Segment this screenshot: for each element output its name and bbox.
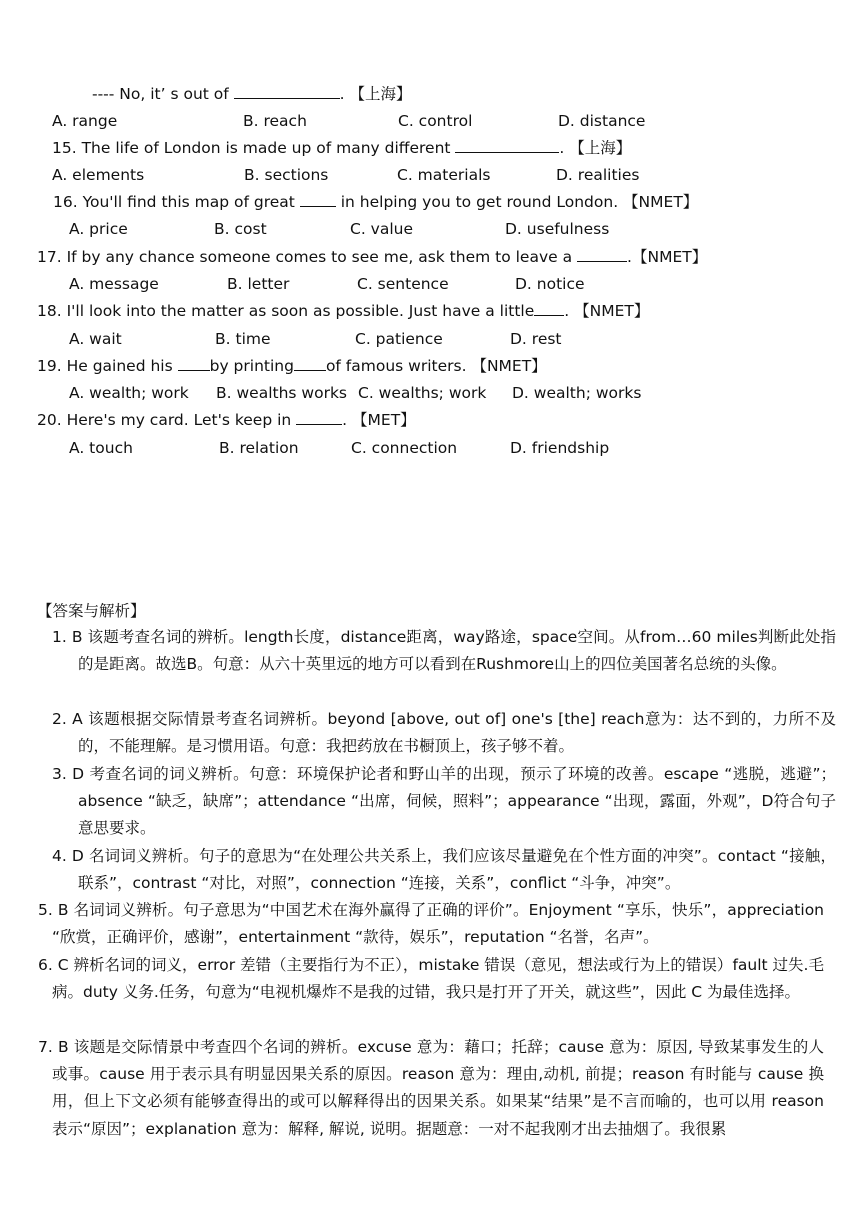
option-d: D. friendship (510, 439, 610, 457)
answer-item: 1. B 该题考查名词的辨析。length长度，distance距离，way路途，space空间。从from…60 miles判断此处指的是距离。故选B。句意：从六十英里远的地方可以看到在Rushmore山上的四位美国著名总统的头像。 (52, 628, 836, 674)
answer-item: 5. B 名词词义辨析。句子意思为“中国艺术在海外赢得了正确的评价”。Enjoyment “享乐，快乐”，appreciation “欣赏，正确评价，感谢”，entertainment “款待，娱乐”，reputation “名誉，名声”。 (38, 901, 824, 947)
answer-blank (178, 356, 210, 371)
option-b: B. time (215, 330, 271, 348)
option-c: C. wealths; work (358, 384, 487, 402)
option-c: C. patience (355, 330, 443, 348)
answer-blank (534, 301, 564, 316)
option-a: A. wait (69, 330, 122, 348)
question-stem: ---- No, it’ s out of . 【上海】 (92, 85, 412, 103)
answer-blank (577, 247, 627, 262)
answer-item: 7. B 该题是交际情景中考查四个名词的辨析。excuse 意为：藉口；托辞；cause 意为：原因, 导致某事发生的人或事。cause 用于表示具有明显因果关系的原因。reason 意为：理由,动机, 前提；reason 有时能与 cause 换用，但上下文必须有能够查得出的或可以解释得出的因果关系。如果某“结果”是不言而喻的，也可以用 reason 表示“原因”；explanation 意为：解释, 解说, 说明。据题意：一对不起我刚才出去抽烟了。我很累 (38, 1038, 824, 1138)
answer-blank (300, 192, 336, 207)
option-b: B. cost (214, 220, 267, 238)
answer-item: 3. D 考查名词的词义辨析。句意：环境保护论者和野山羊的出现，预示了环境的改善。escape “逃脱，逃避”；absence “缺乏，缺席”；attendance “出席，伺候，照料”；appearance “出现，露面，外观”，D符合句子意思要求。 (52, 765, 836, 838)
answer-blank (294, 356, 326, 371)
option-a: A. wealth; work (69, 384, 189, 402)
option-b: B. reach (243, 112, 307, 130)
option-a: A. message (69, 275, 159, 293)
option-c: C. sentence (357, 275, 449, 293)
question-stem: 16. You'll find this map of great in helping you to get round London. 【NMET】 (53, 193, 699, 211)
option-a: A. range (52, 112, 118, 130)
option-b: B. relation (219, 439, 299, 457)
option-d: D. usefulness (505, 220, 610, 238)
option-a: A. touch (69, 439, 133, 457)
answer-blank (455, 138, 559, 153)
question-stem: 20. Here's my card. Let's keep in . 【MET】 (37, 411, 416, 429)
option-c: C. value (350, 220, 414, 238)
question-stem: 19. He gained his by printing of famous writers. 【NMET】 (37, 357, 547, 375)
option-d: D. notice (515, 275, 585, 293)
option-d: D. rest (510, 330, 562, 348)
answer-item: 6. C 辨析名词的词义，error 差错（主要指行为不正），mistake 错误（意见，想法或行为上的错误）fault 过失.毛病。duty 义务.任务，句意为“电视机爆炸不是我的过错，我只是打开了开关，就这些”，因此 C 为最佳选择。 (38, 956, 824, 1002)
option-d: D. wealth; works (512, 384, 642, 402)
option-a: A. price (69, 220, 128, 238)
option-b: B. letter (227, 275, 290, 293)
question-stem: 18. I'll look into the matter as soon as possible. Just have a little . 【NMET】 (37, 302, 650, 320)
option-a: A. elements (52, 166, 145, 184)
question-stem: 15. The life of London is made up of many different . 【上海】 (52, 139, 632, 157)
answers-heading: 【答案与解析】 (37, 602, 146, 620)
answer-item: 4. D 名词词义辨析。句子的意思为“在处理公共关系上，我们应该尽量避免在个性方面的冲突”。contact “接触，联系”，contrast “对比，对照”，connection “连接，关系”，conflict “斗争，冲突”。 (52, 847, 836, 893)
answer-blank (234, 84, 340, 99)
option-b: B. sections (244, 166, 329, 184)
option-c: C. connection (351, 439, 458, 457)
option-d: D. distance (558, 112, 646, 130)
question-stem: 17. If by any chance someone comes to see me, ask them to leave a .【NMET】 (37, 248, 708, 266)
option-b: B. wealths works (216, 384, 347, 402)
answer-item: 2. A 该题根据交际情景考查名词辨析。beyond [above, out of] one's [the] reach意为：达不到的，力所不及的，不能理解。是习惯用语。句意：我把药放在书橱顶上，孩子够不着。 (52, 710, 836, 756)
option-d: D. realities (556, 166, 640, 184)
option-c: C. control (398, 112, 473, 130)
answer-blank (296, 410, 342, 425)
option-c: C. materials (397, 166, 491, 184)
